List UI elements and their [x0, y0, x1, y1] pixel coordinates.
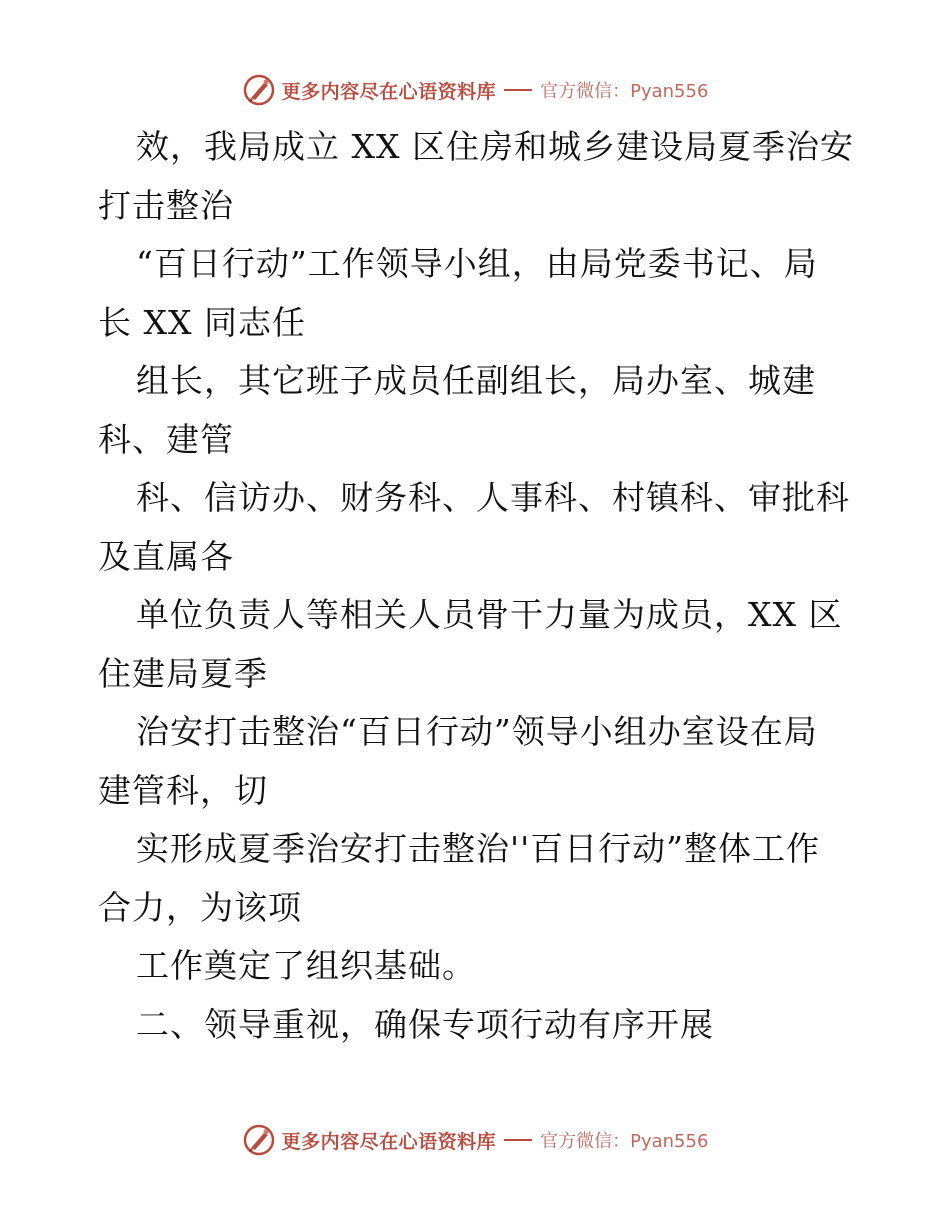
watermark-dash [504, 1139, 532, 1141]
document-body [98, 118, 858, 1054]
text-line: 建管科，切 [98, 770, 268, 810]
text-line: 单位负责人等相关人员骨干力量为成员，XX 区 [136, 595, 843, 634]
text-line: 科、建管 [98, 419, 234, 459]
watermark-dash [504, 89, 532, 91]
footer-watermark [0, 1120, 950, 1160]
text-line: 工作奠定了组织基础。 [136, 946, 476, 985]
text-line: “百日行动”工作领导小组，由局党委书记、局 [136, 244, 818, 283]
text-line: 及直属各 [98, 536, 234, 576]
text-line: 科、信访办、财务科、人事科、村镇科、审批科 [136, 478, 850, 517]
text-line: 住建局夏季 [98, 653, 268, 693]
text-line: 实形成夏季治安打击整治''百日行动”整体工作 [136, 829, 821, 868]
watermark-official: 官方微信：Pyan556 [540, 81, 709, 102]
text-line: 效，我局成立 XX 区住房和城乡建设局夏季治安 [136, 127, 854, 166]
section-heading: 二、领导重视，确保专项行动有序开展 [136, 1004, 714, 1044]
text-line: 长 XX 同志任 [98, 302, 306, 342]
watermark-text: 更多内容尽在心语资料库 [281, 1130, 497, 1153]
watermark-text: 更多内容尽在心语资料库 [281, 80, 497, 103]
text-line: 组长，其它班子成员任副组长，局办室、城建 [136, 361, 816, 400]
text-line: 合力，为该项 [98, 887, 302, 927]
quill-pen-logo-icon [242, 73, 276, 107]
header-watermark [0, 70, 950, 110]
quill-pen-logo-icon [242, 1123, 276, 1157]
text-line: 治安打击整治“百日行动”领导小组办室设在局 [136, 712, 818, 751]
text-line: 打击整治 [98, 185, 234, 225]
watermark-official: 官方微信：Pyan556 [540, 1131, 709, 1152]
